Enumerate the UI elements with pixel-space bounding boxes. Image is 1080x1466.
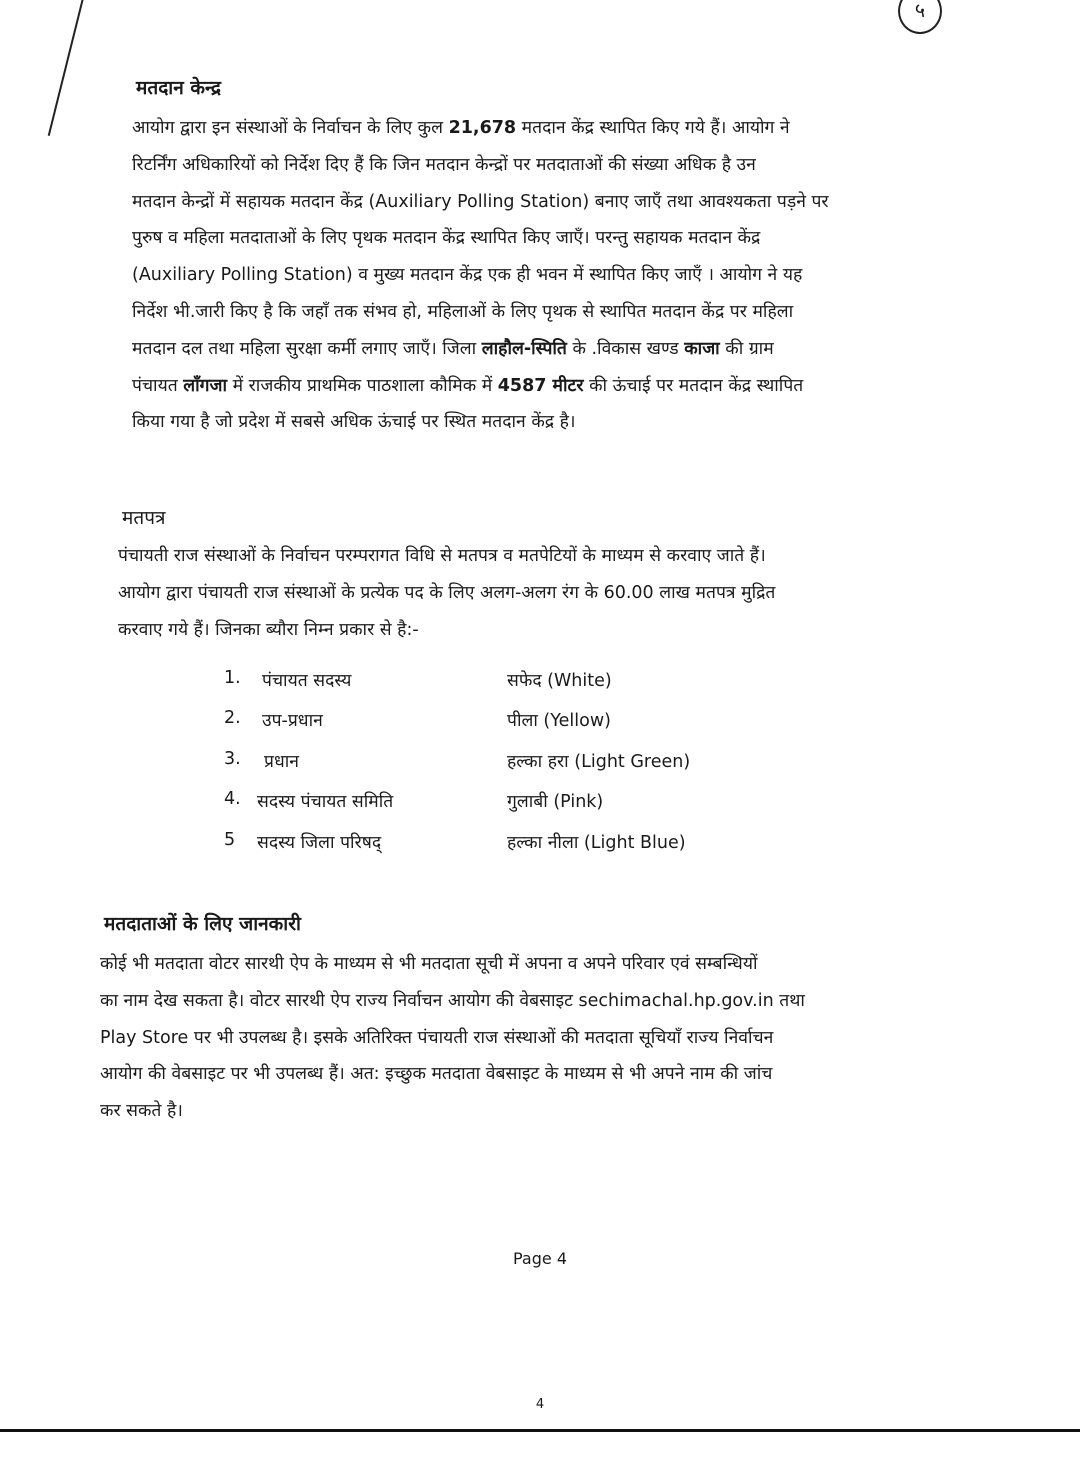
section-paragraph <box>100 946 1080 1130</box>
para-line: किया गया है जो प्रदेश में सबसे अधिक ऊंचाई पर स्थित मतदान केंद्र है। <box>132 412 576 433</box>
section-polling-stations <box>0 76 1080 441</box>
list-item: 5 सदस्य जिला परिषद् हल्का नीला (Light Blue) <box>224 830 686 853</box>
list-item: 4. सदस्य पंचायत समिति गुलाबी (Pink) <box>224 789 604 812</box>
section-paragraph <box>118 538 1080 648</box>
bottom-rule <box>0 1429 1080 1432</box>
section-heading: मतदान केन्द्र <box>136 77 221 99</box>
para-line: आयोग की वेबसाइट पर भी उपलब्ध हैं। अत: इच्छुक मतदाता वेबसाइट के माध्यम से भी अपने नाम की जांच <box>100 1064 773 1085</box>
section-paragraph <box>132 110 1080 441</box>
para-line: पुरुष व महिला मतदाताओं के लिए पृथक मतदान केंद्र स्थापित किए जाएँ। परन्तु सहायक मतदान केंद्र <box>132 228 761 249</box>
para-line: करवाए गये हैं। जिनका ब्यौरा निम्न प्रकार से है:- <box>118 619 419 640</box>
section-heading: मतपत्र <box>122 507 166 529</box>
para-line: रिटर्निंग अधिकारियों को निर्देश दिए हैं कि जिन मतदान केन्द्रों पर मतदाताओं की संख्या अधिक है उन <box>132 154 756 175</box>
para-line: Play Store पर भी उपलब्ध है। इसके अतिरिक्त पंचायती राज संस्थाओं की मतदाता सूचियाँ राज्य निर्वाचन <box>100 1027 774 1048</box>
para-line: का नाम देख सकता है। वोटर सारथी ऐप राज्य निर्वाचन आयोग की वेबसाइट sechimachal.hp.gov.in तथा <box>100 990 805 1011</box>
para-line: आयोग द्वारा इन संस्थाओं के निर्वाचन के लिए कुल 21,678 मतदान केंद्र स्थापित किए गये हैं। आयोग ने <box>132 118 790 138</box>
para-line: निर्देश भी.जारी किए है कि जहाँ तक संभव हो, महिलाओं के लिए पृथक से स्थापित मतदान केंद्र पर महिला <box>132 301 794 322</box>
para-line: (Auxiliary Polling Station) व मुख्य मतदान केंद्र एक ही भवन में स्थापित किए जाएँ । आयोग ने यह <box>132 265 803 286</box>
page-footer-label: Page 4 <box>513 1249 567 1268</box>
section-ballot-papers <box>0 506 1080 648</box>
para-line: मतदान केन्द्रों में सहायक मतदान केंद्र (Auxiliary Polling Station) बनाए जाएँ तथा आवश्यकता पड़ने पर <box>132 191 829 212</box>
para-line: कर सकते है। <box>100 1101 183 1122</box>
section-voter-info <box>0 912 1080 1130</box>
para-line: आयोग द्वारा पंचायती राज संस्थाओं के प्रत्येक पद के लिए अलग-अलग रंग के 60.00 लाख मतपत्र मुद्रित <box>118 582 776 603</box>
para-line: पंचायत लाँगजा में राजकीय प्राथमिक पाठशाला कौमिक में 4587 मीटर की ऊंचाई पर मतदान केंद्र स्थापित <box>132 375 804 396</box>
handwritten-page-mark: ५ <box>898 0 942 34</box>
para-line: मतदान दल तथा महिला सुरक्षा कर्मी लगाए जाएँ। जिला लाहौल-स्पिति के .विकास खण्ड काजा की ग्राम <box>132 338 774 359</box>
para-line: कोई भी मतदाता वोटर सारथी ऐप के माध्यम से भी मतदाता सूची में अपना व अपने परिवार एवं सम्बन्धियों <box>100 954 758 974</box>
list-item: 2. उप-प्रधान पीला (Yellow) <box>224 708 611 731</box>
page-number: 4 <box>535 1397 545 1412</box>
section-heading: मतदाताओं के लिए जानकारी <box>104 913 301 935</box>
list-item: 1. पंचायत सदस्य सफेद (White) <box>224 668 612 691</box>
para-line: पंचायती राज संस्थाओं के निर्वाचन परम्परागत विधि से मतपत्र व मतपेटियों के माध्यम से करवाए जाते हैं। <box>118 546 766 566</box>
list-item: 3. प्रधान हल्का हरा (Light Green) <box>224 749 691 772</box>
